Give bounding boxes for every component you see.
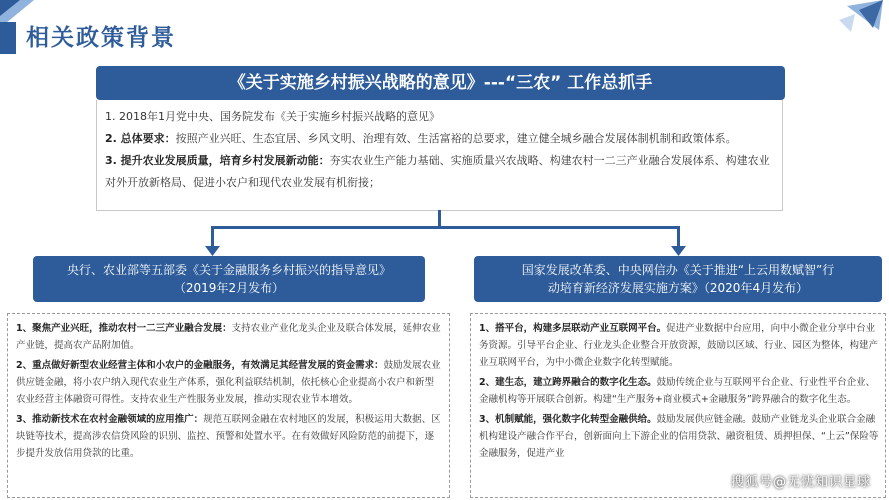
arrow-down-icon	[671, 246, 686, 256]
main-policy-body	[96, 100, 783, 211]
left-policy-item: 1、聚焦产业兴旺，推动农村一二三产业融合发展：支持农业产业化龙头企业及联合体发展，延伸农业产业链，提高农产品附加值。	[16, 323, 441, 351]
main-policy-item: 1. 2018年1月党中央、国务院发布《关于实施乡村振兴战略的意见》	[105, 110, 440, 123]
title-accent-bar	[0, 22, 16, 54]
connector-left-drop	[211, 226, 214, 248]
connector-right-drop	[677, 226, 680, 248]
right-policy-title: 国家发展改革委、中央网信办《关于推进“上云用数赋智”行 动培育新经济发展实施方案》（2020年4月发布）	[474, 256, 882, 302]
main-policy-item: 3. 提升农业发展质量，培育乡村发展新动能：夯实农业生产能力基础、实施质量兴农战略、构建农村一二三产业融合发展体系、构建农业对外开放新格局、促进小农户和现代农业发展有机衔接；	[105, 154, 770, 189]
right-policy-item: 1、搭平台，构建多层联动产业互联网平台。促进产业数据中台应用，向中小微企业分享中台业务资源。引导平台企业、行业龙头企业整合开放资源，鼓励以区域、行业、园区为整体，构建产业互联网平台，为中小微企业数字化转型赋能。	[479, 323, 879, 368]
left-policy-item: 3、推动新技术在农村金融领域的应用推广：规范互联网金融在农村地区的发展，积极运用大数据、区块链等技术，提高涉农信贷风险的识别、监控、预警和处置水平。在有效做好风险防范的前提下，逐步提升发放信用贷款的比重。	[16, 414, 441, 459]
page-title: 相关政策背景	[26, 25, 176, 51]
main-policy-item: 2. 总体要求：按照产业兴旺、生态宜居、乡风文明、治理有效、生活富裕的总要求，建立健全城乡融合发展体制机制和政策体系。	[105, 132, 737, 145]
connector-horizontal	[211, 226, 679, 229]
corner-decoration-right	[839, 0, 889, 36]
left-policy-panel	[7, 313, 450, 498]
main-policy-title: 《关于实施乡村振兴战略的意见》---“三农” 工作总抓手	[96, 66, 785, 100]
left-policy-title: 央行、农业部等五部委《关于金融服务乡村振兴的指导意见》 （2019年2月发布）	[33, 256, 425, 302]
left-policy-item: 2、重点做好新型农业经营主体和小农户的金融服务，有效满足其经营发展的资金需求：鼓励发展农业供应链金融，将小农户纳入现代农业生产体系，强化利益联结机制，依托核心企业提高小农户和新型农业经营主体融资可得性。支持农业生产性服务业发展，推动实现农业节本增效。	[16, 360, 441, 405]
right-policy-item: 3、机制赋能，强化数字化转型金融供给。鼓励发展供应链金融。鼓励产业链龙头企业联合金融机构建设产融合作平台，创新面向上下游企业的信用贷款、融资租赁、质押担保、“上云”保险等金融服务，促进产业	[479, 414, 879, 459]
watermark: 搜狐号@无忧知识星球	[730, 475, 871, 490]
arrow-down-icon	[205, 246, 220, 256]
right-policy-item: 2、建生态，建立跨界融合的数字化生态。鼓励传统企业与互联网平台企业、行业性平台企业、金融机构等开展联合创新。构建“生产服务+商业模式+金融服务”跨界融合的数字化生态。	[479, 377, 876, 405]
